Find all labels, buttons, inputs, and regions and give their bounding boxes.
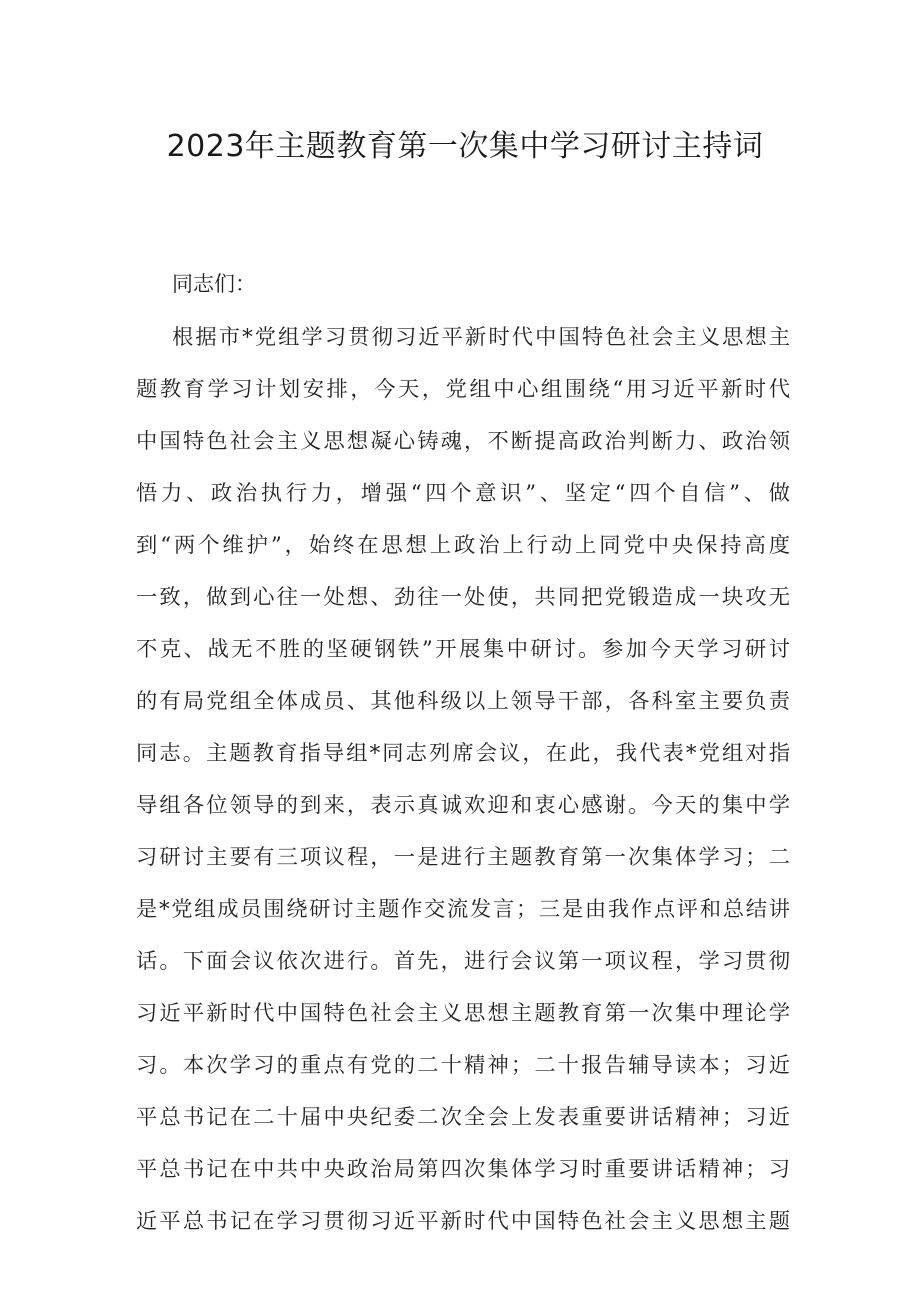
body-line: 话。下面会议依次进行。首先，进行会议第一项议程，学习贯彻 [136, 949, 790, 974]
body-line: 一致，做到心往一处想、劲往一处使，共同把党锻造成一块攻无 [136, 585, 790, 610]
body-line: 习近平新时代中国特色社会主义思想主题教育第一次集中理论学 [136, 1001, 790, 1026]
body-line: 习研讨主要有三项议程，一是进行主题教育第一次集体学习；二 [136, 845, 790, 870]
body-line: 导组各位领导的到来，表示真诚欢迎和衷心感谢。今天的集中学 [136, 793, 790, 818]
body-line: 根据市*党组学习贯彻习近平新时代中国特色社会主义思想主 [172, 325, 790, 350]
document-title: 2023年主题教育第一次集中学习研讨主持词 [166, 129, 764, 164]
body-line: 题教育学习计划安排，今天，党组中心组围绕“用习近平新时代 [136, 377, 790, 402]
body-line: 同志。主题教育指导组*同志列席会议，在此，我代表*党组对指 [136, 741, 790, 766]
body-line: 不克、战无不胜的坚硬钢铁”开展集中研讨。参加今天学习研讨 [136, 637, 790, 662]
body-line: 的有局党组全体成员、其他科级以上领导干部，各科室主要负责 [136, 689, 790, 714]
body-line: 近平总书记在学习贯彻习近平新时代中国特色社会主义思想主题 [136, 1209, 790, 1234]
body-line: 是*党组成员围绕研讨主题作交流发言；三是由我作点评和总结讲 [136, 897, 790, 922]
body-line: 平总书记在二十届中央纪委二次全会上发表重要讲话精神；习近 [136, 1105, 790, 1130]
body-line: 中国特色社会主义思想凝心铸魂，不断提高政治判断力、政治领 [136, 429, 790, 454]
body-line: 习。本次学习的重点有党的二十精神；二十报告辅导读本；习近 [136, 1053, 790, 1078]
body-line: 悟力、政治执行力，增强“四个意识”、坚定“四个自信”、做 [136, 481, 790, 506]
salutation: 同志们： [172, 272, 256, 296]
body-line: 平总书记在中共中央政治局第四次集体学习时重要讲话精神；习 [136, 1157, 790, 1182]
body-line: 到“两个维护”，始终在思想上政治上行动上同党中央保持高度 [136, 533, 790, 558]
